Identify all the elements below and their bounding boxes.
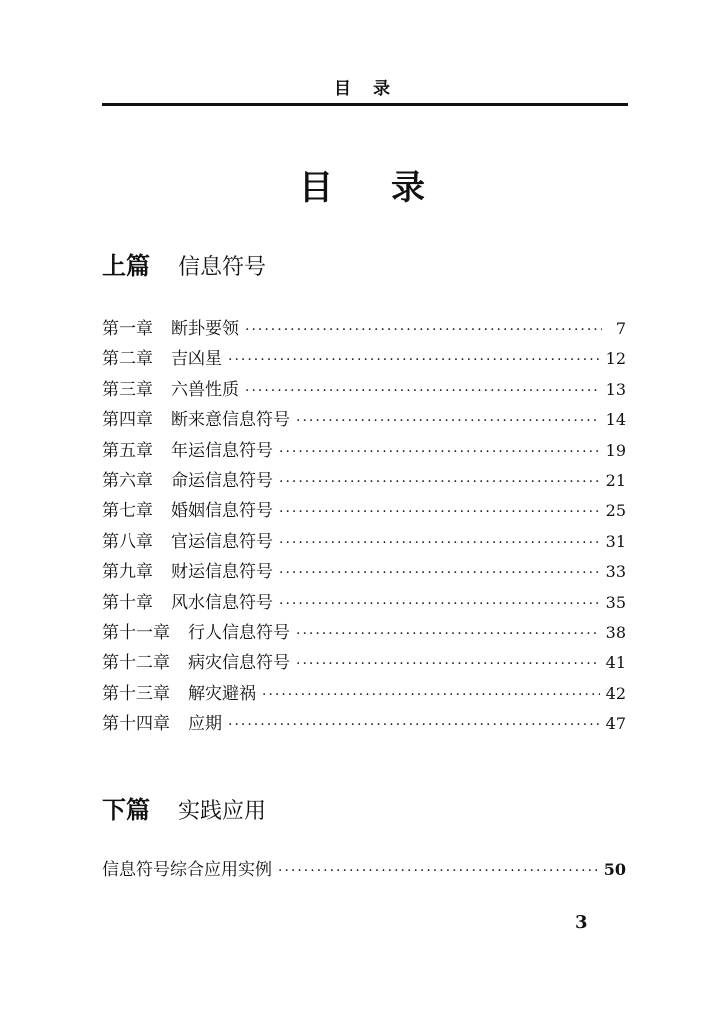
chapter-title: 六兽性质 (171, 379, 239, 400)
part-label: 上篇 (102, 252, 150, 280)
toc-entry[interactable] (102, 588, 626, 618)
page-number: 42 (605, 683, 626, 703)
part-heading-1 (102, 246, 266, 281)
leader-dots (279, 596, 600, 612)
leader-dots (262, 687, 600, 703)
leader-dots (278, 863, 598, 879)
toc-entry[interactable] (102, 679, 626, 709)
page-number: 12 (605, 349, 626, 369)
page-number: 7 (615, 319, 626, 338)
chapter-number: 第三章 (102, 379, 153, 400)
toc-entry[interactable] (102, 436, 626, 466)
leader-dots (296, 413, 600, 429)
page-number: 25 (605, 501, 626, 521)
page-number: 50 (603, 860, 626, 879)
chapter-number: 第十章 (102, 592, 153, 613)
chapter-title: 命运信息符号 (171, 470, 273, 491)
toc-entry[interactable] (102, 709, 626, 739)
part-name: 信息符号 (178, 255, 267, 280)
entry-title: 信息符号综合应用实例 (102, 860, 272, 880)
page-number: 21 (605, 470, 626, 490)
chapter-number: 第十一章 (102, 622, 170, 643)
leader-dots (279, 444, 600, 460)
chapter-number: 第十三章 (102, 683, 170, 704)
toc-entry[interactable] (102, 557, 626, 587)
toc-entry[interactable] (102, 648, 626, 678)
chapter-number: 第二章 (102, 349, 153, 370)
part-name: 实践应用 (178, 799, 267, 824)
chapter-title: 断来意信息符号 (171, 410, 290, 431)
part-heading-2 (102, 790, 266, 825)
chapter-number: 第五章 (102, 440, 153, 461)
toc-entry[interactable] (102, 527, 626, 557)
chapter-number: 第一章 (102, 319, 153, 339)
leader-dots (279, 504, 600, 520)
leader-dots (279, 565, 600, 581)
chapter-title: 年运信息符号 (171, 440, 273, 461)
chapter-title: 风水信息符号 (171, 592, 273, 613)
chapter-number: 第六章 (102, 470, 153, 491)
chapter-title: 行人信息符号 (188, 622, 290, 643)
toc-list-part-1 (102, 314, 626, 739)
running-head: 目录 (334, 79, 412, 99)
page-number: 31 (605, 531, 626, 551)
leader-dots (296, 656, 600, 672)
chapter-number: 第四章 (102, 410, 153, 431)
leader-dots (296, 626, 600, 642)
chapter-title: 病灾信息符号 (188, 653, 290, 674)
page-number-folio: 3 (575, 912, 588, 933)
toc-entry[interactable] (102, 855, 626, 885)
leader-dots (279, 535, 600, 551)
leader-dots (228, 352, 600, 368)
chapter-number: 第七章 (102, 501, 153, 522)
toc-entry[interactable] (102, 618, 626, 648)
chapter-title: 解灾避祸 (188, 683, 256, 704)
leader-dots (279, 474, 600, 490)
page-number: 33 (605, 562, 626, 582)
chapter-title: 吉凶星 (171, 349, 222, 370)
leader-dots (245, 383, 600, 399)
chapter-title: 应期 (188, 714, 222, 735)
toc-entry[interactable] (102, 314, 626, 344)
page-number: 35 (605, 592, 626, 612)
page-number: 14 (605, 410, 626, 430)
page-number: 13 (605, 379, 626, 399)
page-number: 38 (605, 622, 626, 642)
toc-entry[interactable] (102, 344, 626, 374)
toc-entry[interactable] (102, 496, 626, 526)
toc-entry[interactable] (102, 466, 626, 496)
page-number: 19 (605, 440, 626, 460)
toc-entry[interactable] (102, 375, 626, 405)
leader-dots (245, 322, 602, 338)
chapter-title: 断卦要领 (171, 319, 239, 339)
chapter-number: 第九章 (102, 562, 153, 583)
chapter-title: 官运信息符号 (171, 531, 273, 552)
toc-list-part-2 (102, 855, 626, 885)
page-number: 41 (605, 653, 626, 673)
chapter-number: 第八章 (102, 531, 153, 552)
part-label: 下篇 (102, 796, 150, 824)
header-rule (102, 103, 628, 106)
chapter-number: 第十二章 (102, 653, 170, 674)
chapter-title: 婚姻信息符号 (171, 501, 273, 522)
toc-entry[interactable] (102, 405, 626, 435)
leader-dots (228, 717, 600, 733)
page-number: 47 (605, 714, 626, 734)
chapter-title: 财运信息符号 (171, 562, 273, 583)
page-title: 目录 (299, 168, 483, 208)
chapter-number: 第十四章 (102, 714, 170, 735)
